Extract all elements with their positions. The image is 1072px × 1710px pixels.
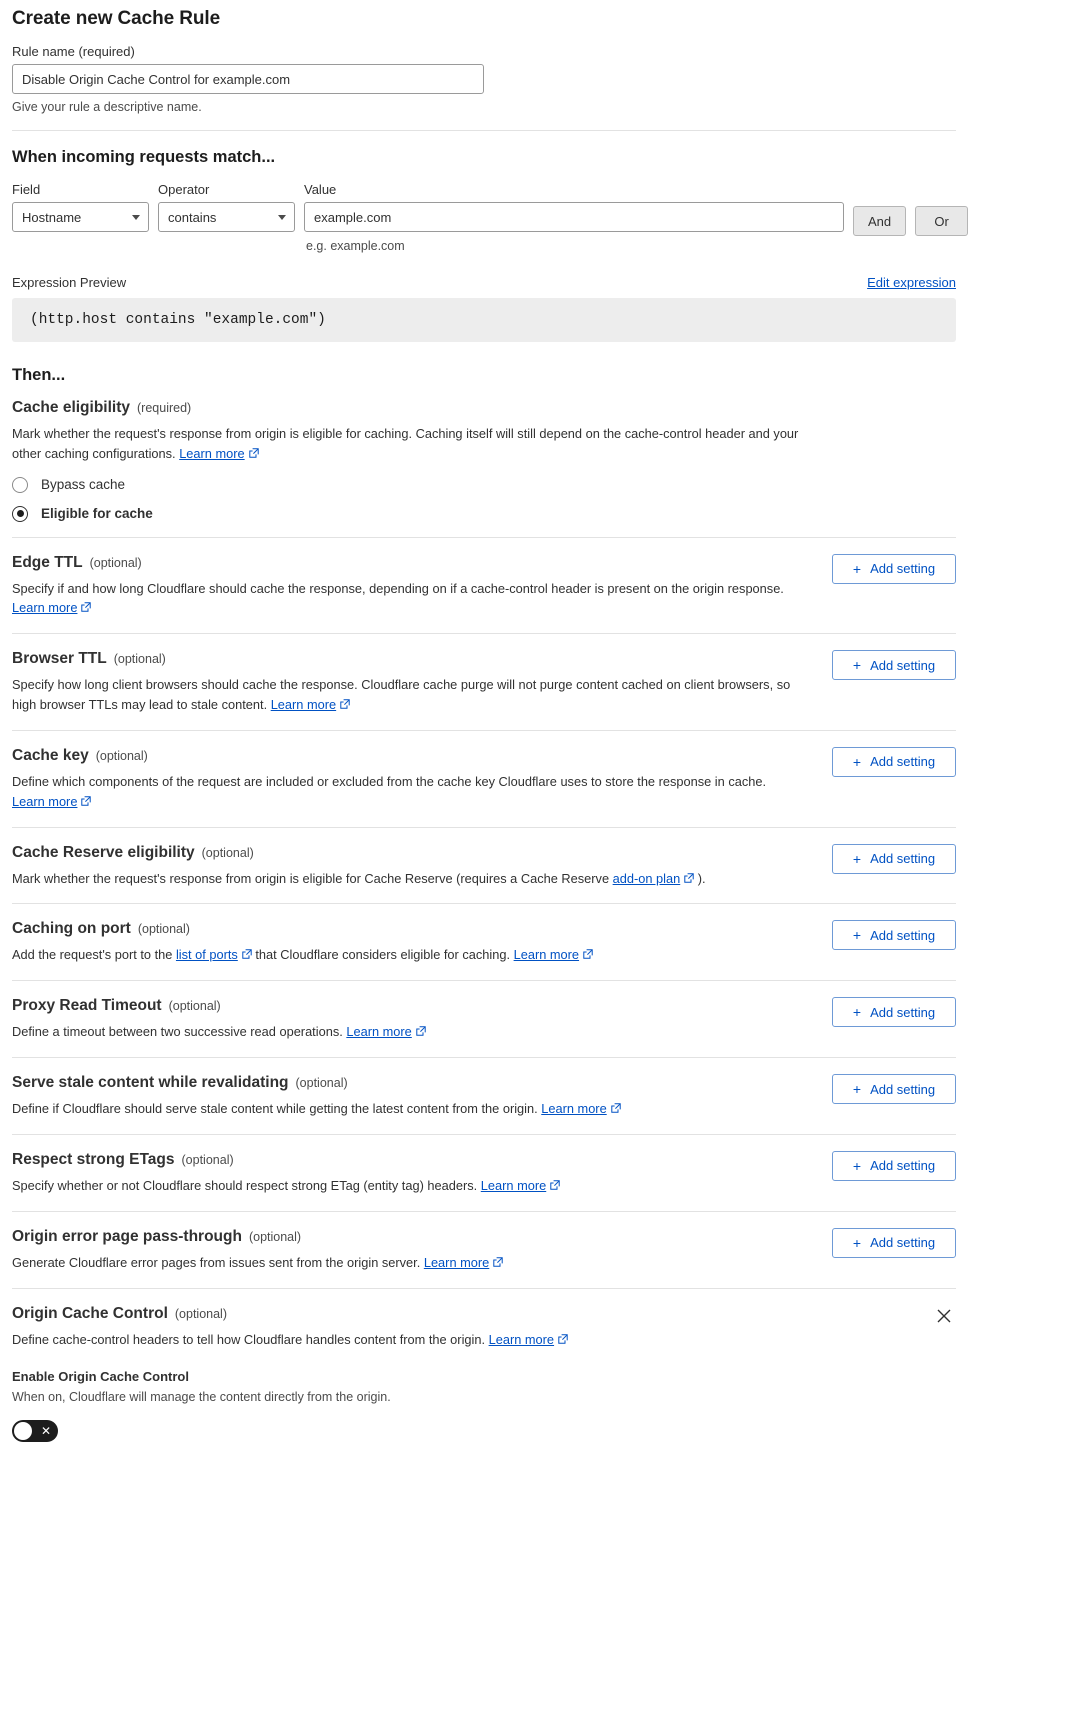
proxy-read-timeout-optional: (optional)	[168, 999, 221, 1014]
add-setting-label: Add setting	[870, 1158, 936, 1174]
add-setting-button-cache-reserve[interactable]	[832, 844, 956, 874]
value-input[interactable]	[304, 202, 844, 232]
cache-key-description-text: Define which components of the request are included or excluded from the cache key Cloudflare uses to store the response in cache.	[12, 773, 767, 789]
add-setting-label: Add setting	[870, 927, 936, 943]
eligible-for-cache-label: Eligible for cache	[41, 506, 153, 522]
bypass-cache-radio[interactable]	[12, 477, 28, 493]
then-heading: Then...	[12, 366, 66, 384]
learn-more-link[interactable]: Learn more	[12, 793, 78, 809]
add-setting-button-origin-error-page[interactable]	[832, 1228, 956, 1258]
match-heading: When incoming requests match...	[12, 148, 276, 166]
cache-eligibility-required-tag: (required)	[137, 401, 192, 415]
logic-buttons	[853, 182, 968, 236]
cache-key-optional: (optional)	[95, 748, 148, 763]
proxy-read-timeout-description	[12, 1022, 812, 1042]
cache-reserve-description	[12, 869, 812, 889]
add-setting-label: Add setting	[870, 1004, 936, 1020]
origin-cache-control-head	[12, 1305, 956, 1323]
origin-cache-control-description-text: Define cache-control headers to tell how Cloudflare handles content from the origin.	[12, 1331, 486, 1347]
add-setting-button-edge-ttl[interactable]	[832, 554, 956, 584]
caching-on-port-description	[12, 945, 812, 965]
serve-stale-optional: (optional)	[295, 1076, 348, 1091]
add-setting-button-proxy-read-timeout[interactable]	[832, 997, 956, 1027]
list-of-ports-link[interactable]: list of ports	[175, 947, 238, 963]
plus-icon: +	[852, 657, 862, 674]
cache-key-head	[12, 747, 956, 765]
external-link-icon	[558, 1334, 568, 1344]
cache-reserve-description-text: Mark whether the request's response from origin is eligible for Cache Reserve (requires a Cache Reserve	[12, 870, 610, 886]
learn-more-link[interactable]: Learn more	[346, 1024, 412, 1040]
external-link-icon	[550, 1180, 560, 1190]
caching-on-port-optional: (optional)	[137, 922, 190, 937]
external-link-icon	[81, 796, 91, 806]
value-hint: e.g. example.com	[306, 239, 405, 253]
origin-error-page-description-text: Generate Cloudflare error pages from issues sent from the origin server.	[12, 1254, 421, 1270]
field-select[interactable]	[12, 202, 149, 232]
proxy-read-timeout-description-text: Define a timeout between two successive read operations.	[12, 1024, 343, 1040]
create-cache-rule-page	[0, 8, 1072, 1497]
bypass-cache-label: Bypass cache	[41, 477, 126, 493]
enable-origin-cache-control-toggle[interactable]	[12, 1420, 58, 1442]
add-setting-button-respect-etags[interactable]	[832, 1151, 956, 1181]
caching-on-port-title: Caching on port	[12, 920, 131, 938]
cache-key-title: Cache key	[12, 746, 89, 764]
serve-stale-description	[12, 1099, 812, 1119]
serve-stale-title: Serve stale content while revalidating	[12, 1074, 289, 1092]
add-setting-label: Add setting	[870, 1235, 936, 1251]
external-link-icon	[493, 1257, 503, 1267]
browser-ttl-optional: (optional)	[113, 652, 166, 667]
cache-eligibility-description-text: Mark whether the request's response from origin is eligible for caching. Caching itself will still depend on the cache-control header and your other caching configurations.	[12, 426, 799, 461]
plus-icon: +	[852, 1004, 862, 1021]
caching-on-port-head	[12, 920, 956, 938]
plus-icon: +	[852, 753, 862, 770]
operator-label: Operator	[158, 182, 210, 197]
external-link-icon	[249, 448, 259, 458]
cache-eligibility-title: Cache eligibility	[12, 399, 131, 416]
add-setting-button-caching-on-port[interactable]	[832, 920, 956, 950]
setting-block-proxy-read-timeout	[12, 981, 956, 1058]
rule-name-input[interactable]	[12, 64, 484, 94]
learn-more-link[interactable]: Learn more	[270, 697, 337, 713]
toggle-off-icon: ✕	[40, 1424, 51, 1439]
caching-on-port-description-text: Add the request's port to the	[12, 947, 173, 963]
or-button[interactable]: Or	[915, 206, 968, 236]
bottom-spacer	[12, 1457, 1014, 1497]
learn-more-link[interactable]: Learn more	[179, 445, 245, 461]
divider-1	[12, 130, 956, 131]
plus-icon: +	[852, 1157, 862, 1174]
expression-preview-label: Expression Preview	[12, 275, 127, 290]
origin-error-page-title: Origin error page pass-through	[12, 1227, 242, 1245]
add-setting-button-cache-key[interactable]	[832, 747, 956, 777]
external-link-icon	[242, 949, 252, 959]
learn-more-link[interactable]: Learn more	[488, 1331, 555, 1347]
operator-select-wrap	[158, 202, 295, 232]
operator-select[interactable]	[158, 202, 295, 232]
plus-icon: +	[852, 1081, 862, 1098]
expression-header	[12, 275, 956, 290]
rule-name-section	[12, 44, 1014, 114]
cache-reserve-description-tail: ).	[697, 870, 706, 886]
close-icon[interactable]	[934, 1306, 954, 1326]
field-label: Field	[12, 182, 41, 197]
cache-eligibility-block	[12, 385, 956, 538]
enable-origin-cache-control-desc: When on, Cloudflare will manage the content directly from the origin.	[12, 1390, 391, 1405]
add-setting-button-serve-stale[interactable]	[832, 1074, 956, 1104]
browser-ttl-description	[12, 675, 792, 715]
edge-ttl-title: Edge TTL	[12, 553, 83, 571]
bypass-cache-option[interactable]	[12, 477, 956, 493]
plus-icon: +	[852, 850, 862, 867]
expression-preview-box: (http.host contains "example.com")	[12, 298, 956, 342]
setting-block-respect-etags	[12, 1135, 956, 1212]
origin-error-page-optional: (optional)	[248, 1229, 302, 1244]
add-setting-label: Add setting	[870, 657, 936, 673]
edit-expression-link[interactable]: Edit expression	[867, 275, 956, 290]
setting-block-origin-error-page	[12, 1212, 956, 1289]
browser-ttl-description-text: Specify how long client browsers should cache the response. Cloudflare cache purge will not purge content cached on client browsers, so high browser TTLs may lead to stale content.	[12, 677, 791, 713]
caching-on-port-description-tail: that Cloudflare considers eligible for caching.	[255, 947, 511, 963]
external-link-icon	[684, 873, 694, 883]
field-column	[12, 182, 149, 232]
plus-icon: +	[852, 560, 862, 577]
setting-block-edge-ttl	[12, 538, 956, 635]
origin-cache-control-description	[12, 1330, 812, 1350]
external-link-icon	[340, 699, 350, 709]
proxy-read-timeout-head	[12, 997, 956, 1015]
origin-cache-control-optional: (optional)	[174, 1306, 227, 1321]
setting-block-serve-stale	[12, 1058, 956, 1135]
learn-more-link[interactable]: Learn more	[480, 1177, 547, 1193]
setting-block-cache-key	[12, 731, 956, 828]
setting-block-browser-ttl	[12, 634, 956, 731]
respect-etags-description	[12, 1176, 812, 1196]
setting-block-origin-cache-control	[12, 1289, 956, 1458]
origin-cache-control-title: Origin Cache Control	[12, 1304, 168, 1322]
add-setting-label: Add setting	[870, 1081, 936, 1097]
learn-more-link[interactable]: Learn more	[12, 600, 78, 616]
browser-ttl-head	[12, 650, 956, 668]
eligible-for-cache-option[interactable]	[12, 506, 956, 522]
respect-etags-optional: (optional)	[181, 1152, 234, 1167]
serve-stale-description-text: Define if Cloudflare should serve stale content while getting the latest content from the origin.	[12, 1101, 538, 1117]
match-row	[12, 182, 1014, 253]
external-link-icon	[81, 602, 91, 612]
edge-ttl-description-text: Specify if and how long Cloudflare should cache the response, depending on if a cache-control header is present on the origin response.	[12, 580, 784, 596]
edge-ttl-description	[12, 579, 812, 619]
add-setting-label: Add setting	[870, 851, 936, 867]
origin-error-page-head	[12, 1228, 956, 1246]
respect-etags-title: Respect strong ETags	[12, 1150, 175, 1168]
page-title: Create new Cache Rule	[12, 8, 221, 29]
value-label: Value	[304, 182, 337, 197]
enable-origin-cache-control-label: Enable Origin Cache Control	[12, 1369, 189, 1385]
proxy-read-timeout-title: Proxy Read Timeout	[12, 997, 162, 1015]
edge-ttl-optional: (optional)	[89, 555, 142, 570]
plus-icon: +	[852, 927, 862, 944]
add-setting-label: Add setting	[870, 754, 936, 770]
field-select-wrap	[12, 202, 149, 232]
setting-block-cache-reserve	[12, 828, 956, 905]
external-link-icon	[611, 1103, 621, 1113]
value-column	[304, 182, 844, 253]
add-on-plan-link[interactable]: add-on plan	[612, 870, 681, 886]
respect-etags-head	[12, 1151, 956, 1169]
cache-eligibility-description	[12, 424, 812, 464]
operator-column	[158, 182, 295, 232]
learn-more-link[interactable]: Learn more	[513, 947, 580, 963]
external-link-icon	[583, 949, 593, 959]
learn-more-link[interactable]: Learn more	[423, 1254, 490, 1270]
add-setting-label: Add setting	[870, 561, 936, 577]
origin-error-page-description	[12, 1253, 812, 1273]
add-setting-button-browser-ttl[interactable]	[832, 650, 956, 680]
browser-ttl-title: Browser TTL	[12, 650, 107, 668]
cache-key-description	[12, 772, 792, 812]
toggle-knob	[14, 1422, 32, 1440]
respect-etags-description-text: Specify whether or not Cloudflare should respect strong ETag (entity tag) headers.	[12, 1177, 478, 1193]
cache-reserve-head	[12, 844, 956, 862]
cache-eligibility-head	[12, 399, 956, 417]
edge-ttl-head	[12, 554, 956, 572]
serve-stale-head	[12, 1074, 956, 1092]
eligible-for-cache-radio[interactable]	[12, 506, 28, 522]
rule-name-label: Rule name (required)	[12, 44, 135, 59]
rule-name-help: Give your rule a descriptive name.	[12, 100, 202, 114]
external-link-icon	[416, 1026, 426, 1036]
cache-reserve-optional: (optional)	[201, 845, 254, 860]
plus-icon: +	[852, 1234, 862, 1251]
setting-block-caching-on-port	[12, 904, 956, 981]
and-button[interactable]: And	[853, 206, 906, 236]
cache-reserve-title: Cache Reserve eligibility	[12, 843, 195, 861]
learn-more-link[interactable]: Learn more	[541, 1101, 607, 1117]
